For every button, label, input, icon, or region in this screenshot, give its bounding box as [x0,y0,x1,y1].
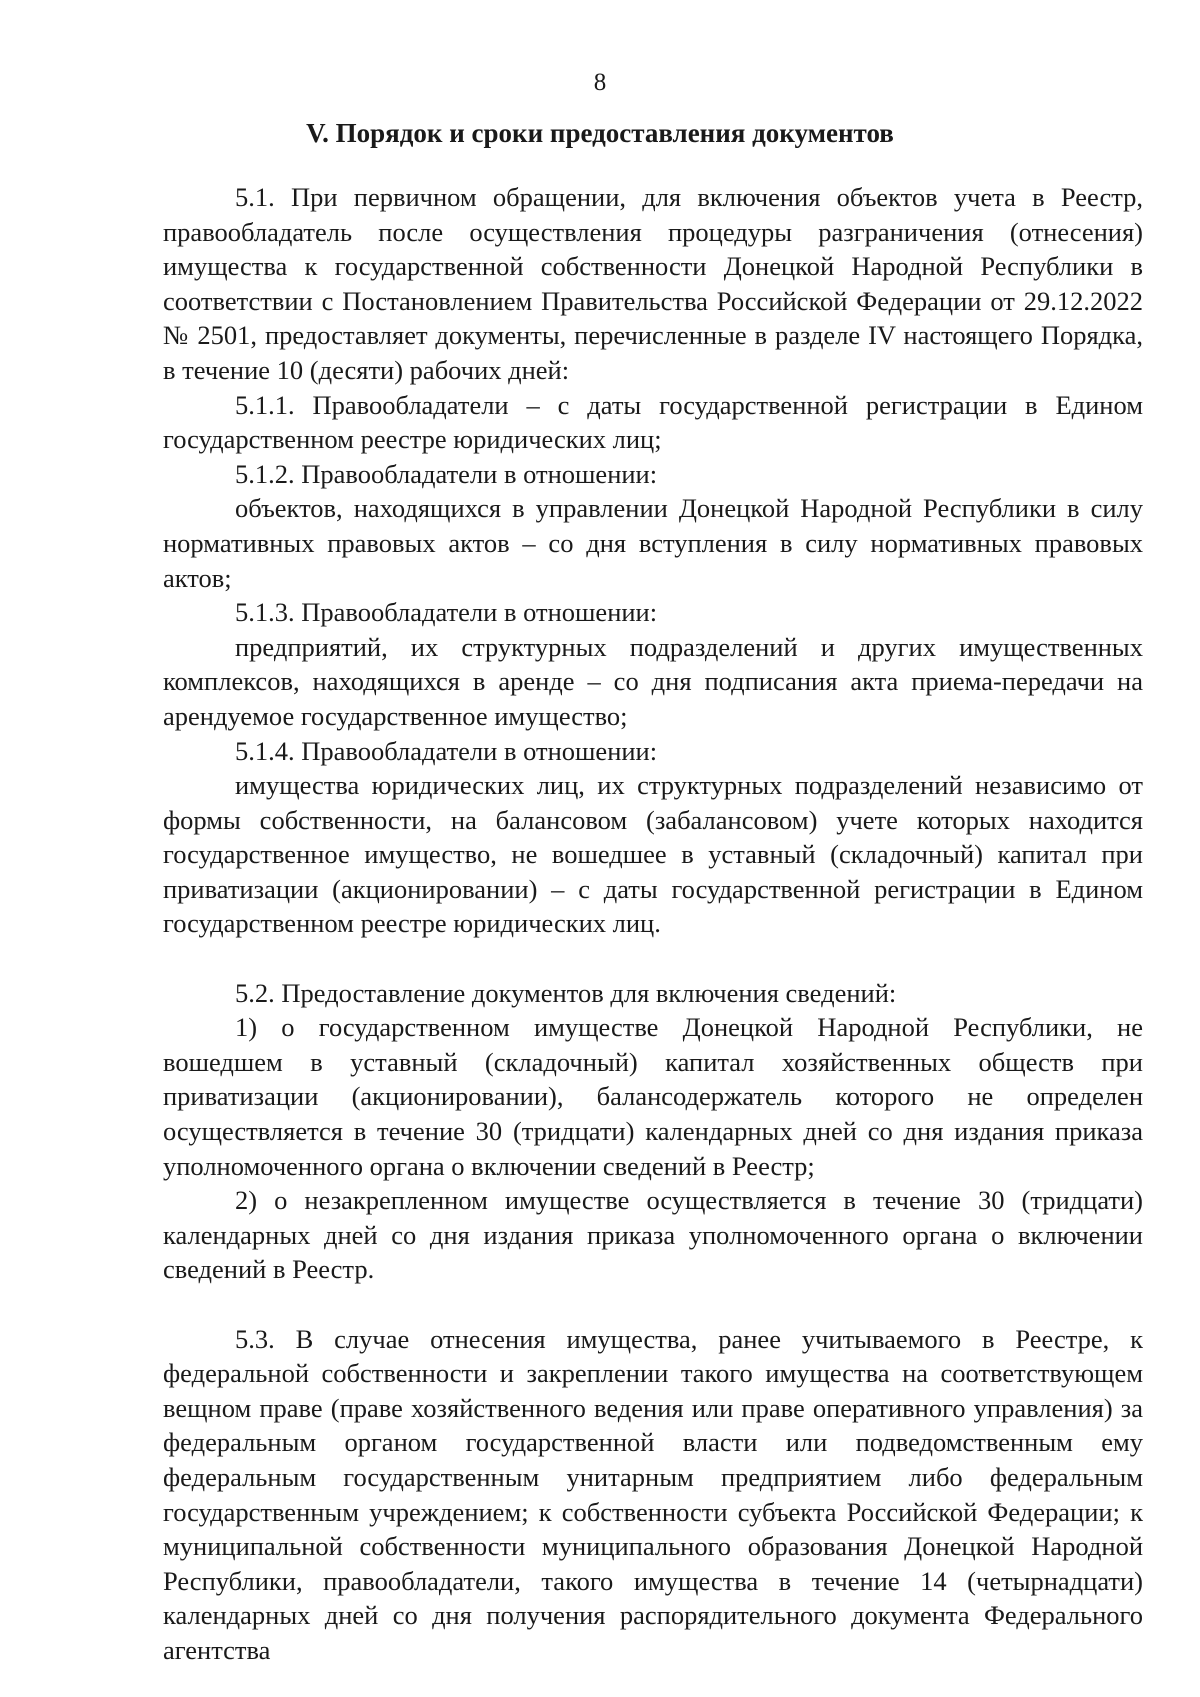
paragraph-5-3: 5.3. В случае отнесения имущества, ранее учитываемого в Реестре, к федеральной собственности и закреплении такого имущества на соответствующем вещном праве (праве хозяйственного ведения или праве оперативного управления) за федеральным органом государственной власти или подведомственным ему федеральным государственным унитарным предприятием либо федеральным государственным учреждением; к собственности субъекта Российской Федерации; к муниципальной собственности муниципального образования Донецкой Народной Республики, правообладатели, такого имущества в течение 14 (четырнадцати) календарных дней со дня получения распорядительного документа Федерального агентства [163,1323,1143,1665]
page-number: 8 [593,69,607,96]
paragraph-5-1-2: 5.1.2. Правообладатели в отношении: [235,458,658,489]
section-heading: V. Порядок и сроки предоставления документов [306,118,894,148]
paragraph-5-2-item-1: 1) о государственном имуществе Донецкой Народной Республики, не вошедшем в уставный (складочный) капитал хозяйственных обществ при приватизации (акционировании), балансодержатель которого не определен осуществляется в течение 30 (тридцати) календарных дней со дня издания приказа уполномоченного органа о включении сведений в Реестр; [163,1012,1143,1181]
paragraph-gap [163,1287,1143,1322]
paragraph-5-1: 5.1. При первичном обращении, для включения объектов учета в Реестр, правообладатель после осуществления процедуры разграничения (отнесения) имущества к государственной собственности Донецкой Народной Республики в соответствии с Постановлением Правительства Российской Федерации от 29.12.2022 № 2501, предоставляет документы, перечисленные в разделе IV настоящего Порядка, в течение 10 (десяти) рабочих дней: [163,182,1143,385]
paragraph-5-1-3-text: предприятий, их структурных подразделений и других имущественных комплексов, находящихся в аренде – со дня подписания акта приема-передачи на арендуемое государственное имущество; [163,631,1143,731]
paragraph-5-1-4-text: имущества юридических лиц, их структурных подразделений независимо от формы собственности, на балансовом (забалансовом) учете которых находится государственное имущество, не вошедшее в уставный (складочный) капитал при приватизации (акционировании) – с даты государственной регистрации в Едином государственном реестре юридических лиц. [163,770,1143,939]
paragraph-gap [163,941,1143,976]
paragraph-5-1-1: 5.1.1. Правообладатели – с даты государственной регистрации в Едином государственном реестре юридических лиц; [163,389,1143,455]
paragraph-5-1-4: 5.1.4. Правообладатели в отношении: [235,735,658,766]
paragraph-5-1-3: 5.1.3. Правообладатели в отношении: [235,597,658,628]
paragraph-5-2-item-2: 2) о незакрепленном имуществе осуществляется в течение 30 (тридцати) календарных дней со дня издания приказа уполномоченного органа о включении сведений в Реестр. [163,1185,1143,1285]
paragraph-5-2: 5.2. Предоставление документов для включения сведений: [235,977,897,1008]
section-body [163,180,1143,1668]
paragraph-5-1-2-text: объектов, находящихся в управлении Донецкой Народной Республики в силу нормативных правовых актов – со дня вступления в силу нормативных правовых актов; [163,493,1143,593]
